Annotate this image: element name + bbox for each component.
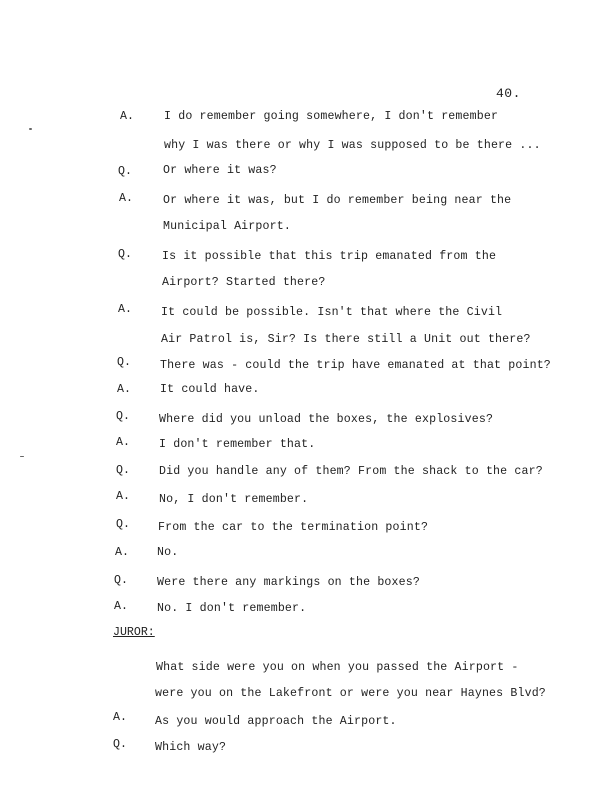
transcript-line: It could have.	[160, 383, 260, 396]
transcript-line: It could be possible. Isn't that where the Civil	[161, 306, 503, 319]
transcript-line: As you would approach the Airport.	[155, 715, 397, 728]
transcript-line: What side were you on when you passed the Airport -	[156, 661, 519, 674]
transcript-line: Air Patrol is, Sir? Is there still a Unit out there?	[161, 333, 531, 346]
speaker-label: Q.	[116, 410, 130, 423]
speaker-label: Q.	[113, 738, 127, 751]
speaker-label: A.	[117, 383, 131, 396]
transcript-line: Airport? Started there?	[162, 276, 326, 289]
speaker-label: A.	[116, 436, 130, 449]
transcript-line: why I was there or why I was supposed to be there ...	[164, 139, 541, 152]
speaker-label: Q.	[118, 248, 132, 261]
speaker-label: A.	[119, 192, 133, 205]
transcript-line: I don't remember that.	[159, 438, 316, 451]
speaker-label: Q.	[116, 464, 130, 477]
speaker-label: Q.	[114, 574, 128, 587]
speaker-label: Q.	[118, 165, 132, 178]
transcript-line: No.	[157, 546, 179, 559]
transcript-line: Municipal Airport.	[163, 220, 291, 233]
transcript-line: No, I don't remember.	[159, 493, 309, 506]
speaker-label: A.	[116, 490, 130, 503]
transcript-line: Did you handle any of them? From the shack to the car?	[159, 465, 543, 478]
speaker-label: Q.	[116, 518, 130, 531]
speaker-label: Q.	[117, 356, 131, 369]
speaker-label: A.	[115, 546, 129, 559]
page-number: 40.	[496, 86, 521, 101]
transcript-line: were you on the Lakefront or were you near Haynes Blvd?	[155, 687, 546, 700]
speaker-label: A.	[120, 110, 134, 123]
speaker-label: A.	[118, 303, 132, 316]
transcript-line: Where did you unload the boxes, the explosives?	[159, 413, 494, 426]
scan-speck	[29, 128, 32, 130]
transcript-line: Were there any markings on the boxes?	[157, 576, 420, 589]
transcript-line: Or where it was?	[163, 164, 277, 177]
transcript-line: From the car to the termination point?	[158, 521, 429, 534]
speaker-label: A.	[113, 711, 127, 724]
scan-speck	[20, 456, 24, 457]
transcript-line: I do remember going somewhere, I don't remember	[164, 110, 499, 123]
transcript-line: Which way?	[155, 741, 227, 754]
transcript-line: Is it possible that this trip emanated from the	[162, 250, 497, 263]
transcript-line: There was - could the trip have emanated at that point?	[160, 359, 551, 372]
speaker-label: A.	[114, 600, 128, 613]
transcript-line: No. I don't remember.	[157, 602, 307, 615]
transcript-line: Or where it was, but I do remember being near the	[163, 194, 512, 207]
juror-label: JUROR:	[113, 626, 155, 639]
